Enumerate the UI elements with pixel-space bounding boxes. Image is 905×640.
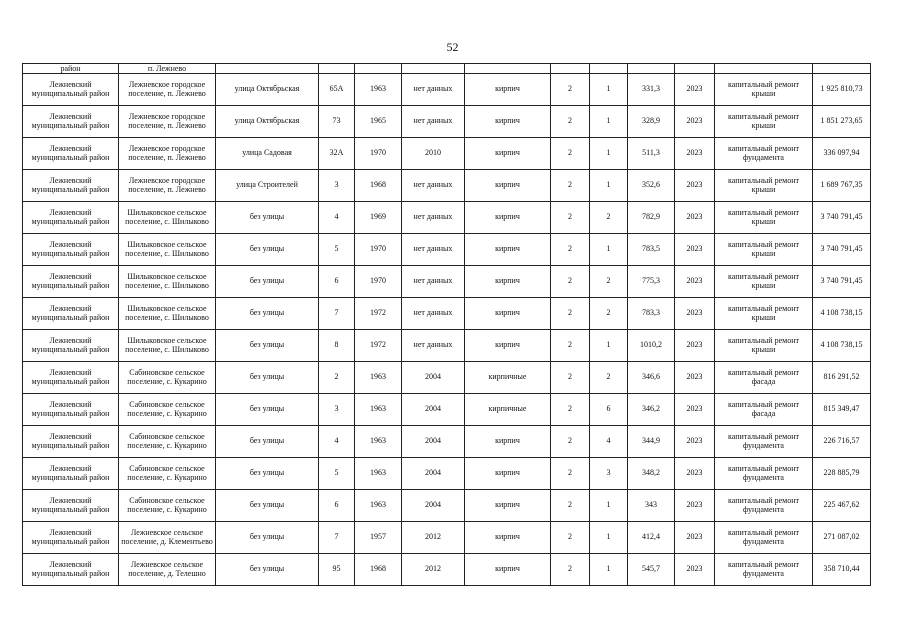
cell-cost: 271 087,02 (813, 522, 871, 554)
table-row (23, 362, 871, 394)
cell-year-repair: нет данных (402, 330, 465, 362)
cell-entrances: 1 (590, 522, 628, 554)
cell-year-built: 1963 (355, 394, 402, 426)
cell-house: 32А (319, 138, 355, 170)
cell-cost: 225 467,62 (813, 490, 871, 522)
table-body (23, 64, 871, 586)
cell-cost: 228 885,79 (813, 458, 871, 490)
cell-material: кирпич (465, 554, 551, 586)
page-number: 52 (446, 40, 459, 54)
cell-cost: 4 108 738,15 (813, 330, 871, 362)
cell-settlement: Лежневское городское поселение, п. Лежнево (119, 170, 216, 202)
cell-floors: 2 (551, 266, 590, 298)
cell-house: 7 (319, 298, 355, 330)
cell-work: капитальный ремонт фундамента (715, 522, 813, 554)
cell-cost: 3 740 791,45 (813, 202, 871, 234)
cell-floors: 2 (551, 298, 590, 330)
cell-year-built: 1969 (355, 202, 402, 234)
cell-work: капитальный ремонт крыши (715, 74, 813, 106)
table-row (23, 394, 871, 426)
cell-house: 7 (319, 522, 355, 554)
cell-material: кирпич (465, 490, 551, 522)
cell-entrances: 1 (590, 138, 628, 170)
table-row (23, 490, 871, 522)
cell-year-repair: нет данных (402, 74, 465, 106)
cell-district: Лежневский муниципальный район (23, 490, 119, 522)
cell-material: кирпич (465, 298, 551, 330)
housing-table (22, 63, 871, 586)
cell-material: кирпич (465, 106, 551, 138)
cell-year-repair: 2004 (402, 426, 465, 458)
cell-work: капитальный ремонт крыши (715, 170, 813, 202)
cell-house: 95 (319, 554, 355, 586)
cell-district: Лежневский муниципальный район (23, 202, 119, 234)
cell-year-built: 1970 (355, 234, 402, 266)
cell-street: без улицы (216, 330, 319, 362)
cell-year-plan: 2023 (675, 426, 715, 458)
cell-year-repair: 2012 (402, 554, 465, 586)
cell-work: капитальный ремонт крыши (715, 202, 813, 234)
table-row (23, 298, 871, 330)
cell-street: без улицы (216, 426, 319, 458)
cell-entrances: 3 (590, 458, 628, 490)
cell-material: кирпич (465, 74, 551, 106)
cell-floors: 2 (551, 458, 590, 490)
cell-entrances: 2 (590, 362, 628, 394)
table-row (23, 266, 871, 298)
cell-area: 1010,2 (628, 330, 675, 362)
cell-area: 511,3 (628, 138, 675, 170)
cell-entrances: 1 (590, 74, 628, 106)
cell-year-repair: 2004 (402, 394, 465, 426)
table-row-continued (23, 64, 871, 74)
cell-work: капитальный ремонт фундамента (715, 490, 813, 522)
table-row (23, 234, 871, 266)
cell-year-repair: 2010 (402, 138, 465, 170)
cell-entrances: 1 (590, 170, 628, 202)
cell-house: 73 (319, 106, 355, 138)
cell-district: район (23, 64, 119, 74)
cell-material: кирпич (465, 330, 551, 362)
table-row (23, 170, 871, 202)
cell-material: кирпич (465, 234, 551, 266)
cell-year-built: 1970 (355, 138, 402, 170)
cell-year-plan: 2023 (675, 554, 715, 586)
cell-district: Лежневский муниципальный район (23, 554, 119, 586)
cell-work: капитальный ремонт фундамента (715, 554, 813, 586)
cell-material: кирпич (465, 266, 551, 298)
cell-settlement: Шилыковское сельское поселение, с. Шилыково (119, 298, 216, 330)
cell-house: 6 (319, 266, 355, 298)
cell-year-built: 1970 (355, 266, 402, 298)
cell-street: без улицы (216, 234, 319, 266)
cell-entrances: 2 (590, 298, 628, 330)
cell-work: капитальный ремонт фундамента (715, 426, 813, 458)
cell-year-plan: 2023 (675, 458, 715, 490)
cell-settlement: Сабиновское сельское поселение, с. Кукарино (119, 394, 216, 426)
cell-material: кирпичные (465, 362, 551, 394)
cell-cost: 1 925 810,73 (813, 74, 871, 106)
cell-floors: 2 (551, 522, 590, 554)
cell-area: 331,3 (628, 74, 675, 106)
table-row (23, 106, 871, 138)
cell-area: 783,5 (628, 234, 675, 266)
cell-entrances: 1 (590, 554, 628, 586)
cell-area: 775,3 (628, 266, 675, 298)
cell-area: 783,3 (628, 298, 675, 330)
cell-work: капитальный ремонт фасада (715, 362, 813, 394)
cell-year-built: 1968 (355, 170, 402, 202)
cell-area: 545,7 (628, 554, 675, 586)
cell-area: 782,9 (628, 202, 675, 234)
cell-district: Лежневский муниципальный район (23, 394, 119, 426)
cell-district: Лежневский муниципальный район (23, 458, 119, 490)
cell-house: 5 (319, 458, 355, 490)
cell-area: 346,2 (628, 394, 675, 426)
cell-settlement: Лежневское сельское поселение, д. Телешно (119, 554, 216, 586)
cell-floors: 2 (551, 234, 590, 266)
cell-work: капитальный ремонт крыши (715, 106, 813, 138)
cell-material: кирпичные (465, 394, 551, 426)
cell-year-plan: 2023 (675, 202, 715, 234)
cell-settlement: Шилыковское сельское поселение, с. Шилыково (119, 330, 216, 362)
cell-district: Лежневский муниципальный район (23, 170, 119, 202)
cell-settlement: Шилыковское сельское поселение, с. Шилыково (119, 266, 216, 298)
cell-settlement: Лежневское городское поселение, п. Лежнево (119, 74, 216, 106)
cell-year-built: 1963 (355, 458, 402, 490)
cell-year-repair: нет данных (402, 266, 465, 298)
cell-street: без улицы (216, 490, 319, 522)
cell-settlement: Сабиновское сельское поселение, с. Кукарино (119, 362, 216, 394)
cell-material: кирпич (465, 202, 551, 234)
cell-year-built: 1963 (355, 426, 402, 458)
cell-year-built: 1968 (355, 554, 402, 586)
cell-year-repair: 2004 (402, 490, 465, 522)
cell-street: без улицы (216, 266, 319, 298)
cell-floors: 2 (551, 202, 590, 234)
cell-settlement: Сабиновское сельское поселение, с. Кукарино (119, 490, 216, 522)
cell-house: 6 (319, 490, 355, 522)
cell-house: 4 (319, 426, 355, 458)
cell-cost: 226 716,57 (813, 426, 871, 458)
table-row (23, 202, 871, 234)
cell-house: 5 (319, 234, 355, 266)
cell-year-repair: нет данных (402, 106, 465, 138)
cell-year-plan: 2023 (675, 106, 715, 138)
cell-work: капитальный ремонт крыши (715, 298, 813, 330)
cell-settlement: Лежневское городское поселение, п. Лежнево (119, 138, 216, 170)
cell-year-plan: 2023 (675, 234, 715, 266)
cell-floors: 2 (551, 138, 590, 170)
cell-year-plan: 2023 (675, 170, 715, 202)
cell-year-plan: 2023 (675, 362, 715, 394)
cell-work: капитальный ремонт фундамента (715, 458, 813, 490)
cell-floors: 2 (551, 490, 590, 522)
cell-year-repair: нет данных (402, 234, 465, 266)
cell-year-plan: 2023 (675, 138, 715, 170)
cell-house: 4 (319, 202, 355, 234)
table-row (23, 330, 871, 362)
cell-settlement: Лежневское сельское поселение, д. Клементьево (119, 522, 216, 554)
cell-area: 343 (628, 490, 675, 522)
cell-district: Лежневский муниципальный район (23, 426, 119, 458)
cell-settlement: Сабиновское сельское поселение, с. Кукарино (119, 458, 216, 490)
cell-year-plan: 2023 (675, 490, 715, 522)
cell-cost: 1 689 767,35 (813, 170, 871, 202)
cell-entrances: 4 (590, 426, 628, 458)
cell-year-repair: 2012 (402, 522, 465, 554)
cell-street: без улицы (216, 362, 319, 394)
cell-year-built: 1972 (355, 330, 402, 362)
cell-floors: 2 (551, 106, 590, 138)
cell-cost: 1 851 273,65 (813, 106, 871, 138)
cell-year-plan: 2023 (675, 394, 715, 426)
cell-settlement: Шилыковское сельское поселение, с. Шилыково (119, 234, 216, 266)
cell-work: капитальный ремонт фасада (715, 394, 813, 426)
cell-year-repair: 2004 (402, 362, 465, 394)
cell-settlement: Шилыковское сельское поселение, с. Шилыково (119, 202, 216, 234)
cell-floors: 2 (551, 426, 590, 458)
table-row (23, 522, 871, 554)
cell-house: 2 (319, 362, 355, 394)
cell-work: капитальный ремонт крыши (715, 266, 813, 298)
cell-area: 412,4 (628, 522, 675, 554)
cell-material: кирпич (465, 458, 551, 490)
cell-year-plan: 2023 (675, 74, 715, 106)
cell-settlement: Сабиновское сельское поселение, с. Кукарино (119, 426, 216, 458)
table-row (23, 458, 871, 490)
cell-street: без улицы (216, 554, 319, 586)
cell-cost: 3 740 791,45 (813, 234, 871, 266)
table-row (23, 426, 871, 458)
cell-area: 352,6 (628, 170, 675, 202)
cell-year-built: 1965 (355, 106, 402, 138)
cell-district: Лежневский муниципальный район (23, 362, 119, 394)
cell-entrances: 6 (590, 394, 628, 426)
cell-cost: 358 710,44 (813, 554, 871, 586)
cell-house: 8 (319, 330, 355, 362)
cell-district: Лежневский муниципальный район (23, 330, 119, 362)
cell-work: капитальный ремонт фундамента (715, 138, 813, 170)
cell-house: 3 (319, 170, 355, 202)
table-row (23, 554, 871, 586)
cell-year-repair: нет данных (402, 202, 465, 234)
cell-year-plan: 2023 (675, 298, 715, 330)
cell-settlement: Лежневское городское поселение, п. Лежнево (119, 106, 216, 138)
cell-area: 328,9 (628, 106, 675, 138)
cell-district: Лежневский муниципальный район (23, 298, 119, 330)
table-row (23, 138, 871, 170)
cell-year-plan: 2023 (675, 522, 715, 554)
cell-settlement: п. Лежнево (119, 64, 216, 74)
cell-district: Лежневский муниципальный район (23, 234, 119, 266)
cell-material: кирпич (465, 426, 551, 458)
cell-floors: 2 (551, 330, 590, 362)
cell-work: капитальный ремонт крыши (715, 234, 813, 266)
cell-area: 344,9 (628, 426, 675, 458)
table-row (23, 74, 871, 106)
cell-district: Лежневский муниципальный район (23, 106, 119, 138)
cell-district: Лежневский муниципальный район (23, 266, 119, 298)
cell-year-built: 1963 (355, 490, 402, 522)
cell-area: 348,2 (628, 458, 675, 490)
cell-house: 65А (319, 74, 355, 106)
cell-area: 346,6 (628, 362, 675, 394)
cell-cost: 815 349,47 (813, 394, 871, 426)
cell-street: без улицы (216, 202, 319, 234)
cell-entrances: 1 (590, 106, 628, 138)
cell-year-built: 1957 (355, 522, 402, 554)
cell-entrances: 2 (590, 202, 628, 234)
cell-floors: 2 (551, 362, 590, 394)
cell-material: кирпич (465, 138, 551, 170)
cell-year-built: 1963 (355, 362, 402, 394)
cell-entrances: 1 (590, 234, 628, 266)
cell-district: Лежневский муниципальный район (23, 74, 119, 106)
cell-year-repair: 2004 (402, 458, 465, 490)
cell-street: улица Садовая (216, 138, 319, 170)
cell-entrances: 1 (590, 330, 628, 362)
cell-work: капитальный ремонт крыши (715, 330, 813, 362)
cell-street: улица Строителей (216, 170, 319, 202)
cell-street: без улицы (216, 298, 319, 330)
cell-street: без улицы (216, 522, 319, 554)
cell-street: без улицы (216, 394, 319, 426)
cell-year-plan: 2023 (675, 266, 715, 298)
cell-material: кирпич (465, 522, 551, 554)
cell-entrances: 2 (590, 266, 628, 298)
cell-cost: 3 740 791,45 (813, 266, 871, 298)
cell-cost: 816 291,52 (813, 362, 871, 394)
cell-year-built: 1972 (355, 298, 402, 330)
cell-year-built: 1963 (355, 74, 402, 106)
cell-street: улица Октябрьская (216, 74, 319, 106)
cell-district: Лежневский муниципальный район (23, 522, 119, 554)
cell-floors: 2 (551, 394, 590, 426)
cell-house: 3 (319, 394, 355, 426)
cell-year-plan: 2023 (675, 330, 715, 362)
cell-year-repair: нет данных (402, 298, 465, 330)
cell-material: кирпич (465, 170, 551, 202)
cell-cost: 336 097,94 (813, 138, 871, 170)
cell-floors: 2 (551, 170, 590, 202)
cell-street: без улицы (216, 458, 319, 490)
cell-floors: 2 (551, 74, 590, 106)
cell-entrances: 1 (590, 490, 628, 522)
cell-district: Лежневский муниципальный район (23, 138, 119, 170)
cell-cost: 4 108 738,15 (813, 298, 871, 330)
cell-year-repair: нет данных (402, 170, 465, 202)
cell-floors: 2 (551, 554, 590, 586)
cell-street: улица Октябрьская (216, 106, 319, 138)
